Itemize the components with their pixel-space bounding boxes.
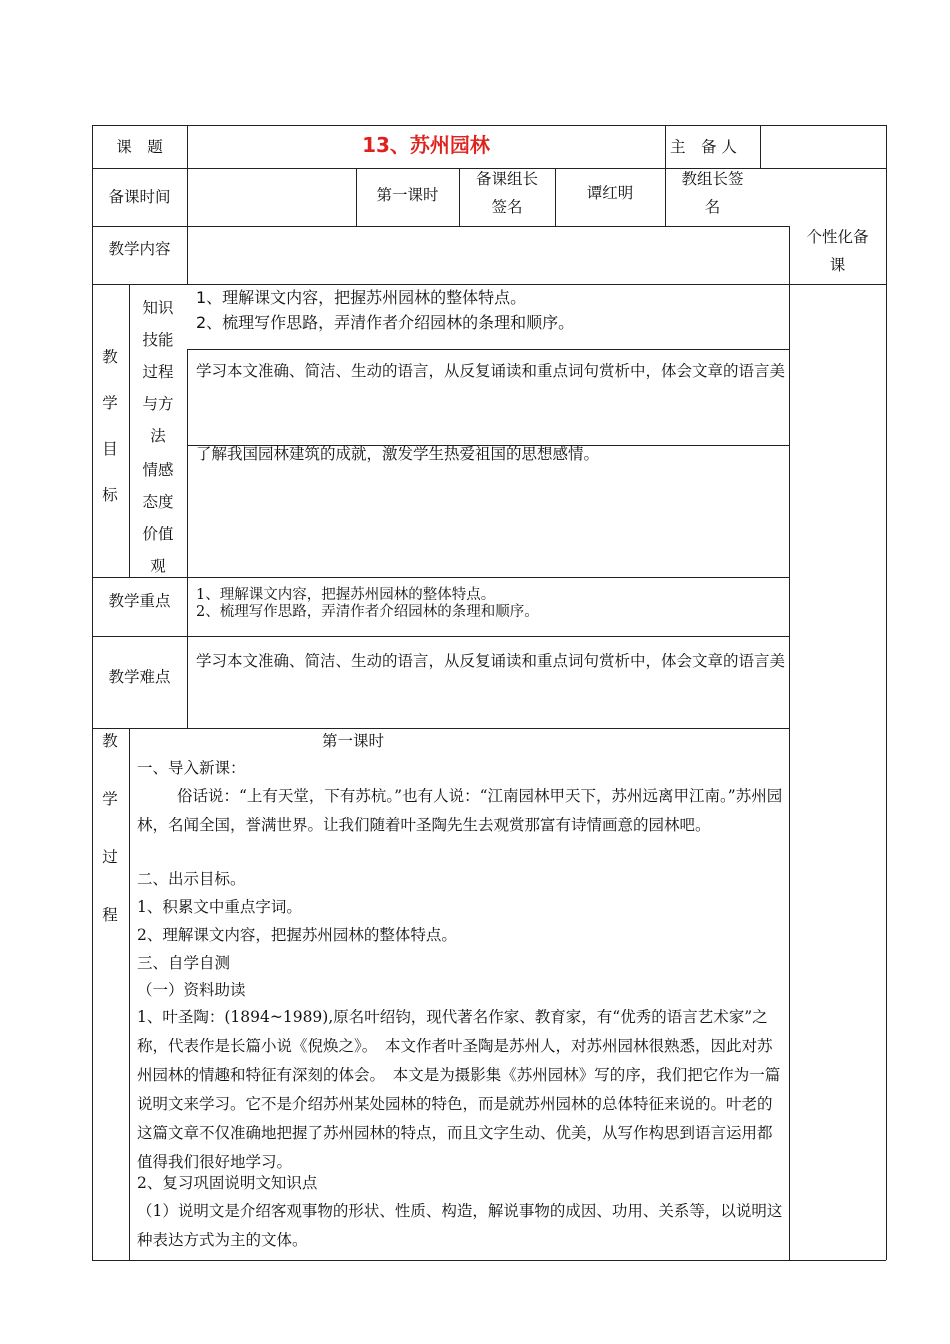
review-heading: 2、复习巩固说明文知识点 [137,1174,318,1192]
intro-paragraph: 俗话说：“上有天堂，下有苏杭。”也有人说：“江南园林甲天下，苏州远离甲江南。”苏州园林，名闻全国，誉满世界。让我们随着叶圣陶先生去观赏那富有诗情画意的园林吧。 [137,787,783,834]
prep-time-label: 备课时间 [108,188,171,206]
process-heading: 第一课时 [322,732,385,750]
process-method-label-2: 与方 [142,395,174,413]
knowledge-label-2: 技能 [142,331,174,349]
knowledge-line-2: 2、梳理写作思路，弄清作者介绍园林的条理和顺序。 [196,313,575,332]
group-leader-name: 谭红明 [586,184,634,202]
emotion-label-3: 价值 [142,525,174,543]
process-label: 教 学 过 程 [102,732,118,924]
lesson-title: 13、苏州园林 [362,133,490,157]
research-leader-label: 教组长签 [681,170,744,188]
knowledge-label: 知识 [142,299,174,317]
key-points-label: 教学重点 [108,592,171,610]
emotion-label-2: 态度 [142,493,174,511]
expository-definition: （1）说明文是介绍客观事物的形状、性质、构造，解说事物的成因、功用、关系等，以说明这种表达方式为主的文体。 [137,1202,783,1249]
author-bio: 1、叶圣陶：(1894~1989),原名叶绍钧，现代著名作家、教育家，有“优秀的语言艺术家”之称，代表作是长篇小说《倪焕之》。 本文作者叶圣陶是苏州人，对苏州园林很熟悉，因此对苏州园林的情趣和特征有深刻的体会。 本文是为摄影集《苏州园林》写的序，我们把它作为一篇说明文来学习。它不是介绍苏州某处园林的特色，而是就苏州园林的总体特征来说的。叶老的这篇文章不仅准确地把握了苏州园林的特点，而且文字生动、优美，从写作构思到语言运用都值得我们很好地学习。 [137,1008,781,1171]
section-self-study: 三、自学自测 [137,954,231,972]
knowledge-line-1: 1、理解课文内容，把握苏州园林的整体特点。 [196,288,527,307]
key-point-1: 1、理解课文内容，把握苏州园林的整体特点。 [196,587,496,603]
goal-2: 2、理解课文内容，把握苏州园林的整体特点。 [137,926,457,944]
personal-prep-label: 个性化备 [806,228,869,246]
personal-prep-label-2: 课 [829,256,846,274]
emotion-text: 了解我国园林建筑的成就，激发学生热爱祖国的思想感情。 [196,445,600,463]
difficulties-label: 教学难点 [108,668,171,686]
key-point-2: 2、梳理写作思路，弄清作者介绍园林的条理和顺序。 [196,604,539,620]
period-cell: 第一课时 [376,186,439,204]
emotion-label: 情感 [142,461,174,479]
process-method-label: 过程 [142,363,174,381]
content-label: 教学内容 [108,240,171,258]
preparer-label: 主 备 人 [670,138,737,156]
group-leader-label-2: 签名 [491,198,523,216]
sub-reference: （一）资料助读 [137,981,246,999]
difficulties-text: 学习本文准确、简洁、生动的语言，从反复诵读和重点词句赏析中，体会文章的语言美 [196,652,786,670]
emotion-label-4: 观 [150,557,166,575]
research-leader-label-2: 名 [704,198,721,216]
process-method-label-3: 法 [150,427,166,445]
topic-label: 课 题 [116,138,163,156]
objectives-label: 教 学 目 标 [102,348,118,504]
section-intro: 一、导入新课： [137,759,246,777]
group-leader-label: 备课组长 [475,170,538,188]
process-method-text: 学习本文准确、简洁、生动的语言，从反复诵读和重点词句赏析中，体会文章的语言美 [196,362,786,380]
section-goals: 二、出示目标。 [137,870,246,888]
goal-1: 1、积累文中重点字词。 [137,898,302,916]
